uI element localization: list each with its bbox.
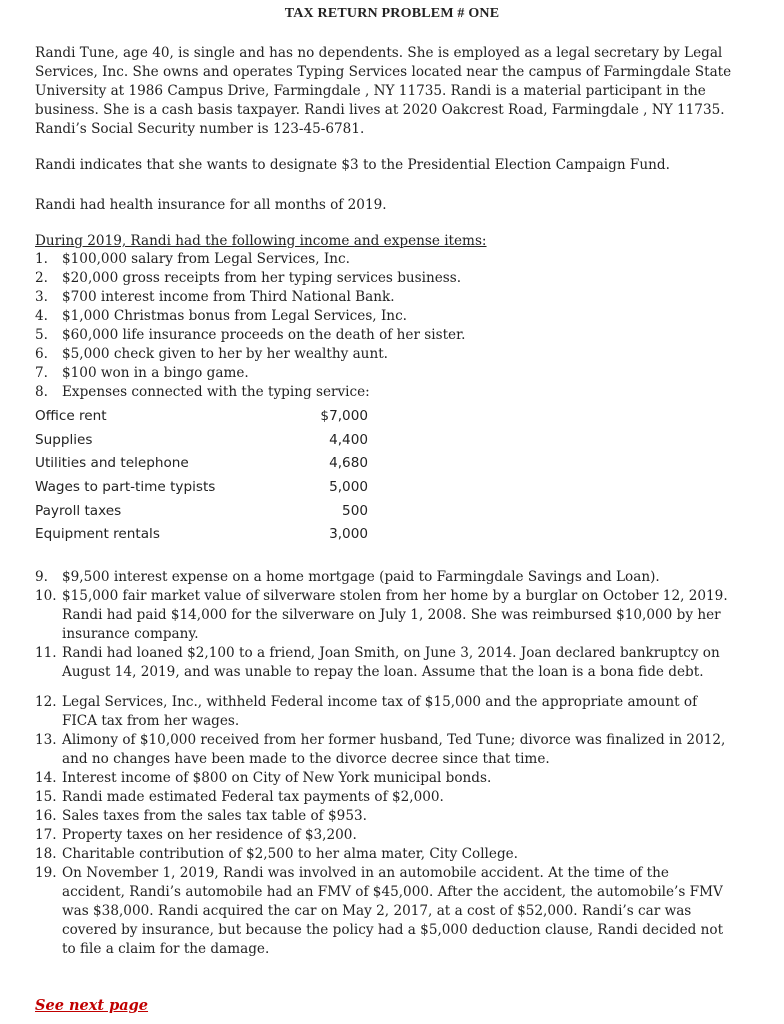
item-text: Alimony of $10,000 received from her former husband, Ted Tune; divorce was finalized in 2012, and no changes have been made to the divorce decree since that time. [62, 732, 726, 767]
table-row [35, 451, 368, 475]
list-item [35, 364, 735, 383]
item-number: 10. [35, 588, 57, 604]
item-text: Randi made estimated Federal tax payments of $2,000. [62, 789, 444, 805]
item-text: $100,000 salary from Legal Services, Inc. [62, 251, 350, 267]
expense-amount: 4,400 [329, 431, 368, 448]
intro-paragraph: Randi Tune, age 40, is single and has no dependents. She is employed as a legal secretary by Legal Services, Inc. She owns and operates Typing Services located near the campus of Farmingdale State University at 1986 Campus Drive, Farmingdale , NY 11735. Randi is a material participant in the business. She is a cash basis taxpayer. Randi lives at 2020 Oakcrest Road, Farmingdale , NY 11735. Randi’s Social Security number is 123-45-6781. [35, 45, 732, 137]
item-number: 17. [35, 827, 57, 843]
item-number: 6. [35, 346, 48, 362]
table-row [35, 522, 368, 546]
item-number: 14. [35, 770, 57, 786]
item-number: 19. [35, 865, 57, 881]
item-text: On November 1, 2019, Randi was involved in an automobile accident. At the time of the accident, Randi’s automobile had an FMV of $45,000. After the accident, the automobile’s FMV was $38,000. Randi acquired the car on May 2, 2017, at a cost of $52,000. Randi’s car was covered by insurance, but because the policy had a $5,000 deduction clause, Randi decided not to file a claim for the damage. [62, 865, 724, 957]
list-item [35, 250, 735, 269]
item-text: Property taxes on her residence of $3,200. [62, 827, 357, 843]
item-number: 4. [35, 308, 48, 324]
expense-label: Utilities and telephone [35, 455, 189, 472]
item-number: 13. [35, 732, 57, 748]
expense-label: Payroll taxes [35, 502, 122, 519]
expense-label: Wages to part-time typists [35, 478, 216, 495]
additional-items-list [35, 568, 735, 959]
list-item [35, 845, 735, 864]
item-text: Legal Services, Inc., withheld Federal income tax of $15,000 and the appropriate amount of FICA tax from her wages. [62, 694, 698, 729]
expense-amount: $7,000 [320, 407, 368, 424]
item-number: 12. [35, 694, 57, 710]
income-items-list [35, 250, 735, 402]
table-row [35, 475, 368, 499]
item-number: 7. [35, 365, 48, 381]
item-number: 5. [35, 327, 48, 343]
list-item [35, 288, 735, 307]
item-number: 11. [35, 645, 57, 661]
item-text: Interest income of $800 on City of New York municipal bonds. [62, 770, 492, 786]
list-item [35, 568, 735, 587]
item-text: $9,500 interest expense on a home mortgage (paid to Farmingdale Savings and Loan). [62, 569, 660, 585]
list-item [35, 693, 735, 731]
item-text: $700 interest income from Third National Bank. [62, 289, 395, 305]
expense-label: Supplies [35, 431, 93, 448]
expense-amount: 500 [342, 502, 368, 519]
list-item [35, 864, 735, 959]
table-row [35, 404, 368, 428]
next-page-link[interactable]: See next page [35, 997, 149, 1014]
item-text: $60,000 life insurance proceeds on the death of her sister. [62, 327, 466, 343]
expense-label: Office rent [35, 407, 107, 424]
spacer [35, 682, 735, 693]
table-row [35, 428, 368, 452]
item-text: $15,000 fair market value of silverware stolen from her home by a burglar on October 12, 2019. Randi had paid $14,000 for the silverware on July 1, 2008. She was reimbursed $10,000 by her insurance company. [62, 588, 728, 642]
list-item [35, 383, 735, 402]
item-number: 2. [35, 270, 48, 286]
item-number: 3. [35, 289, 48, 305]
expense-amount: 3,000 [329, 526, 368, 543]
campaign-paragraph: Randi indicates that she wants to designate $3 to the Presidential Election Campaign Fund. [35, 157, 670, 173]
item-text: Charitable contribution of $2,500 to her alma mater, City College. [62, 846, 519, 862]
list-item [35, 307, 735, 326]
item-number: 16. [35, 808, 57, 824]
item-text: $1,000 Christmas bonus from Legal Services, Inc. [62, 308, 408, 324]
expense-label: Equipment rentals [35, 526, 160, 543]
item-number: 15. [35, 789, 57, 805]
item-number: 18. [35, 846, 57, 862]
page-title: TAX RETURN PROBLEM # ONE [284, 6, 500, 21]
item-text: Randi had loaned $2,100 to a friend, Joan Smith, on June 3, 2014. Joan declared bankruptcy on August 14, 2019, and was unable to repay the loan. Assume that the loan is a bona fide debt. [62, 645, 720, 680]
item-text: Sales taxes from the sales tax table of $953. [62, 808, 367, 824]
item-text: $100 won in a bingo game. [62, 365, 249, 381]
list-item [35, 644, 735, 682]
list-item [35, 269, 735, 288]
list-item [35, 326, 735, 345]
health-paragraph: Randi had health insurance for all months of 2019. [35, 197, 387, 213]
list-item [35, 345, 735, 364]
expense-amount: 5,000 [329, 478, 368, 495]
item-text: Expenses connected with the typing service: [62, 384, 370, 400]
list-item [35, 807, 735, 826]
list-item [35, 769, 735, 788]
list-item [35, 731, 735, 769]
item-number: 1. [35, 251, 48, 267]
expenses-table [35, 404, 368, 546]
table-row [35, 499, 368, 523]
items-heading: During 2019, Randi had the following income and expense items: [35, 233, 487, 249]
expense-amount: 4,680 [329, 455, 368, 472]
list-item [35, 587, 735, 644]
item-number: 8. [35, 384, 48, 400]
list-item [35, 788, 735, 807]
item-text: $20,000 gross receipts from her typing services business. [62, 270, 462, 286]
item-number: 9. [35, 569, 48, 585]
list-item [35, 826, 735, 845]
item-text: $5,000 check given to her by her wealthy aunt. [62, 346, 388, 362]
